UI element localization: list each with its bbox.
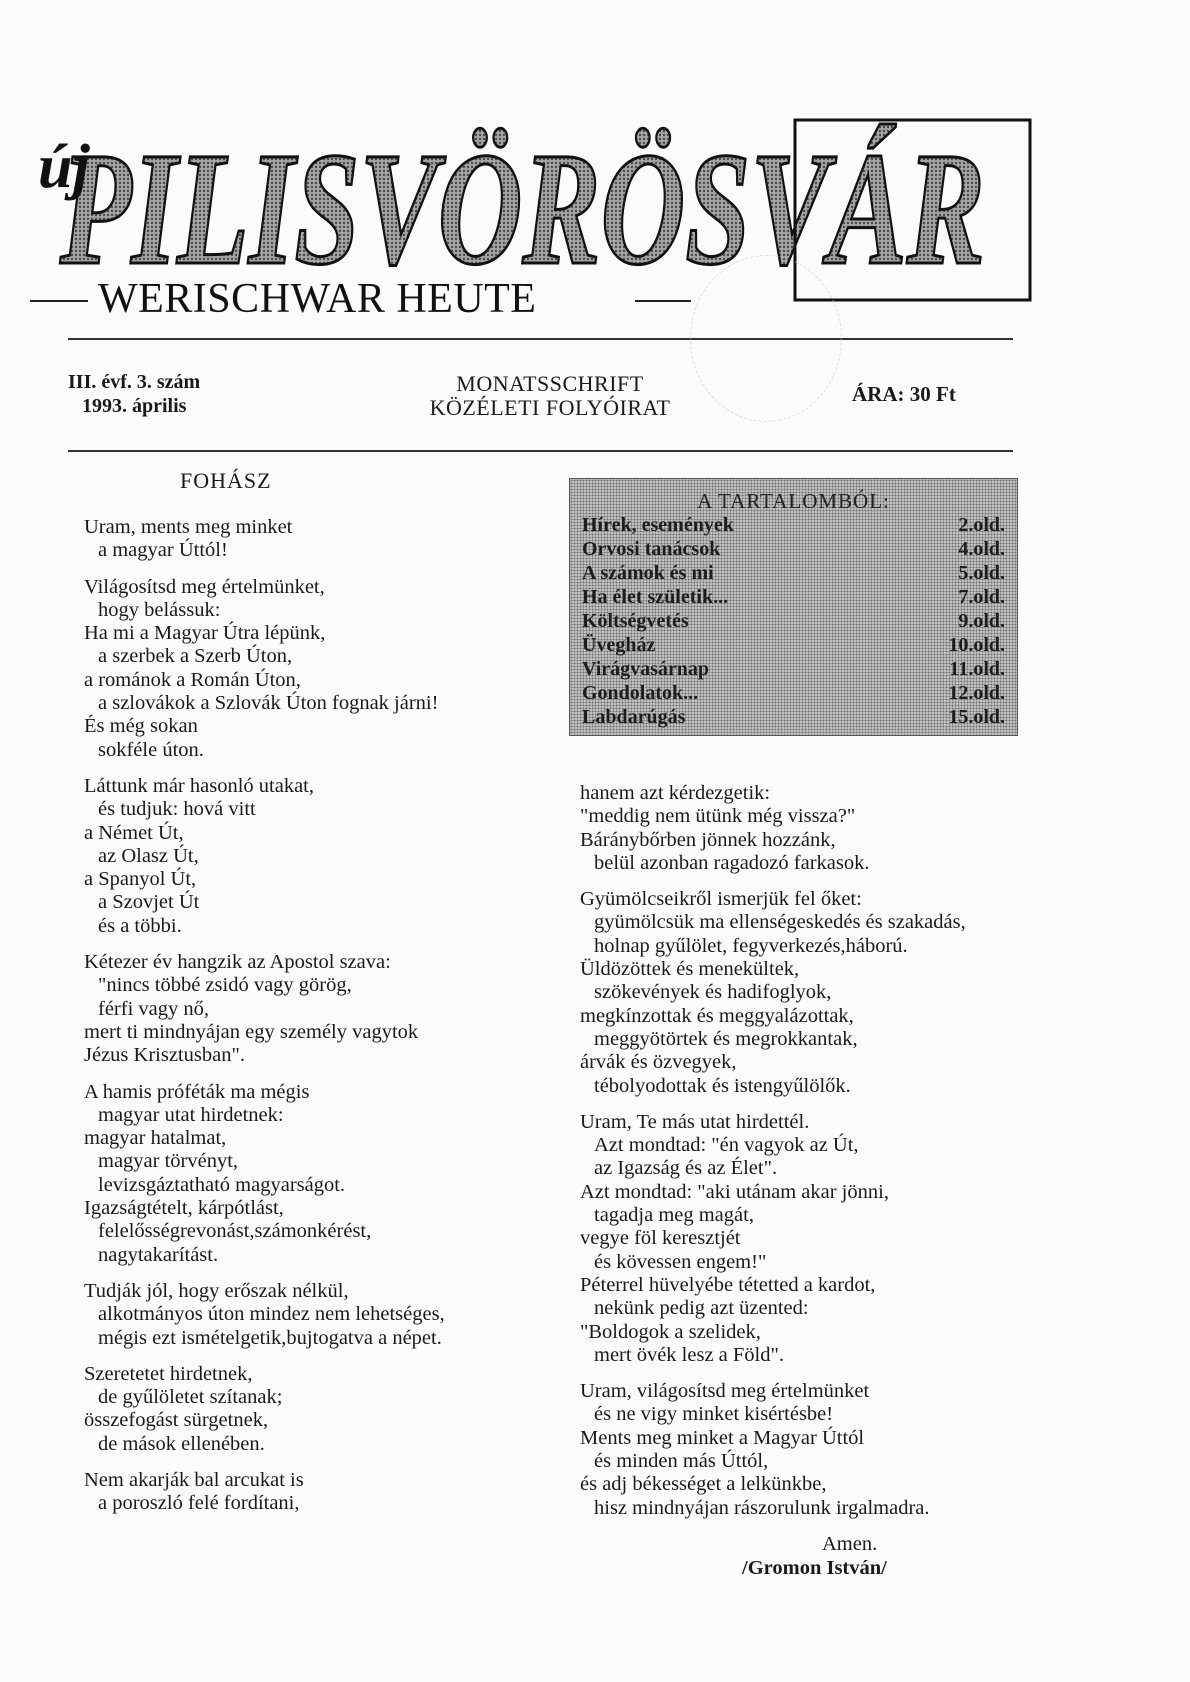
poem-line: Uram, ments meg minket bbox=[84, 516, 293, 538]
poem-stanza bbox=[580, 888, 966, 1098]
contents-item-page: 15.old. bbox=[948, 706, 1005, 728]
poem-line: sokféle úton. bbox=[98, 738, 204, 761]
contents-item-label: Labdarúgás bbox=[582, 706, 686, 728]
contents-item-label: Virágvasárnap bbox=[582, 658, 710, 680]
poem-line: belül azonban ragadozó farkasok. bbox=[594, 851, 870, 874]
poem-line: az Igazság és az Élet". bbox=[594, 1157, 778, 1180]
poem-signature: /Gromon István/ bbox=[742, 1557, 887, 1579]
poem-line: felelősségrevonást,számonkérést, bbox=[98, 1220, 372, 1243]
poem-line: meggyötörtek és megrokkantak, bbox=[594, 1027, 858, 1050]
poem-line: Péterrel hüvelyébe tétetted a kardot, bbox=[580, 1273, 876, 1296]
poem-line: A hamis próféták ma mégis bbox=[84, 1080, 310, 1103]
poem-line: és tudjuk: hová vitt bbox=[98, 798, 256, 821]
poem-line: Igazságtételt, kárpótlást, bbox=[84, 1197, 284, 1220]
contents-item bbox=[582, 609, 1005, 633]
poem-line: szökevények és hadifoglyok, bbox=[594, 981, 832, 1004]
poem-title: FOHÁSZ bbox=[180, 468, 272, 493]
poem-line: a Német Út, bbox=[84, 821, 184, 844]
poem-stanza bbox=[580, 782, 966, 875]
poem-amen: Amen. bbox=[822, 1533, 878, 1555]
poem-line: és minden más Úttól, bbox=[594, 1450, 769, 1473]
poem-line: Ments meg minket a Magyar Úttól bbox=[580, 1426, 865, 1449]
poem-line: mert ti mindnyájan egy személy vagytok bbox=[84, 1020, 419, 1043]
poem-line: a románok a Román Úton, bbox=[84, 668, 301, 691]
poem-line: a poroszló felé fordítani, bbox=[98, 1492, 300, 1515]
poem-line: Jézus Krisztusban". bbox=[84, 1044, 245, 1067]
masthead-prefix: új bbox=[38, 133, 90, 201]
poem-line: magyar utat hirdetnek: bbox=[98, 1103, 284, 1126]
poem-line: és a többi. bbox=[98, 914, 182, 937]
contents-title: A TARTALOMBÓL: bbox=[697, 489, 890, 513]
poem-line: Üldözöttek és menekültek, bbox=[580, 958, 800, 981]
poem-line: a szerbek a Szerb Úton, bbox=[98, 645, 293, 668]
contents-item-label: A számok és mi bbox=[582, 562, 714, 584]
issue-volume: III. évf. 3. szám bbox=[68, 371, 201, 393]
issue-type-de: MONATSSCHRIFT bbox=[456, 371, 644, 396]
contents-item bbox=[582, 513, 1005, 537]
poem-line: holnap gyűlölet, fegyverkezés,háború. bbox=[594, 934, 908, 957]
poem-line: Szeretetet hirdetnek, bbox=[84, 1362, 253, 1385]
poem-line: tébolyodottak és istengyűlölők. bbox=[594, 1074, 851, 1097]
poem-line: Azt mondtad: "én vagyok az Út, bbox=[594, 1134, 859, 1157]
issue-price: ÁRA: 30 Ft bbox=[852, 382, 956, 406]
subtitle-dash-right bbox=[635, 300, 691, 302]
poem-line: árvák és özvegyek, bbox=[580, 1051, 737, 1074]
poem-line: Báránybőrben jönnek hozzánk, bbox=[580, 828, 836, 851]
poem-stanza bbox=[84, 1363, 445, 1456]
poem-stanza bbox=[84, 1280, 445, 1350]
poem-line: Uram, Te más utat hirdettél. bbox=[580, 1110, 810, 1133]
table-of-contents bbox=[569, 478, 1018, 736]
poem-stanza bbox=[84, 516, 445, 563]
contents-item-page: 9.old. bbox=[958, 610, 1005, 632]
poem-line: a magyar Úttól! bbox=[98, 539, 228, 562]
masthead-title: PILISVÖRÖSVÁR bbox=[59, 120, 985, 299]
poem-line: és ne vigy minket kisértésbe! bbox=[594, 1403, 834, 1426]
poem-line: Ha mi a Magyar Útra lépünk, bbox=[84, 622, 326, 645]
poem-line: és kövessen engem!" bbox=[594, 1250, 767, 1273]
poem-stanza bbox=[84, 1469, 445, 1516]
poem-line: hanem azt kérdezgetik: bbox=[580, 782, 771, 804]
contents-item bbox=[582, 705, 1005, 729]
poem-right-column bbox=[580, 782, 966, 1533]
top-rule bbox=[68, 338, 1013, 340]
issue-date: 1993. április bbox=[82, 395, 187, 417]
poem-line: Nem akarják bal arcukat is bbox=[84, 1468, 304, 1491]
info-rule bbox=[68, 450, 1013, 452]
poem-stanza bbox=[84, 1081, 445, 1267]
poem-line: Kétezer év hangzik az Apostol szava: bbox=[84, 951, 391, 974]
contents-item-label: Üvegház bbox=[582, 634, 656, 656]
poem-line: a Spanyol Út, bbox=[84, 868, 197, 891]
poem-left-column bbox=[84, 516, 445, 1529]
poem-line: mégis ezt ismételgetik,bujtogatva a népet. bbox=[98, 1326, 442, 1349]
contents-item-page: 11.old. bbox=[949, 658, 1005, 680]
contents-item-page: 7.old. bbox=[958, 586, 1005, 608]
poem-stanza bbox=[580, 1380, 966, 1520]
poem-line: Gyümölcseikről ismerjük fel őket: bbox=[580, 888, 862, 911]
poem-line: Azt mondtad: "aki utánam akar jönni, bbox=[580, 1180, 889, 1203]
poem-line: nagytakarítást. bbox=[98, 1243, 219, 1266]
contents-list bbox=[582, 513, 1005, 729]
poem-line: összefogást sürgetnek, bbox=[84, 1409, 269, 1432]
poem-line: Világosítsd meg értelmünket, bbox=[84, 575, 325, 598]
contents-item-label: Orvosi tanácsok bbox=[582, 538, 721, 560]
poem-stanza bbox=[84, 775, 445, 938]
poem-line: a Szovjet Út bbox=[98, 891, 200, 914]
contents-item bbox=[582, 537, 1005, 561]
contents-item-page: 10.old. bbox=[948, 634, 1005, 656]
poem-line: "nincs többé zsidó vagy görög, bbox=[98, 974, 352, 997]
poem-line: vegye föl keresztjét bbox=[580, 1227, 741, 1250]
contents-item-label: Ha élet születik... bbox=[582, 586, 729, 608]
contents-item-page: 2.old. bbox=[958, 514, 1005, 536]
masthead-subtitle: WERISCHWAR HEUTE bbox=[98, 276, 537, 322]
contents-item-page: 12.old. bbox=[948, 682, 1005, 704]
poem-line: és adj békességet a lelkünkbe, bbox=[580, 1473, 827, 1496]
poem-line: az Olasz Út, bbox=[98, 844, 199, 867]
poem-line: a szlovákok a Szlovák Úton fognak járni! bbox=[98, 692, 439, 715]
subtitle-dash-left bbox=[30, 300, 88, 302]
contents-item bbox=[582, 633, 1005, 657]
poem-line: hogy belássuk: bbox=[98, 598, 221, 621]
poem-line: tagadja meg magát, bbox=[594, 1204, 754, 1227]
poem-line: Tudják jól, hogy erőszak nélkül, bbox=[84, 1279, 349, 1302]
contents-item-label: Költségvetés bbox=[582, 610, 689, 632]
masthead bbox=[30, 105, 1040, 345]
poem-line: hisz mindnyájan rászorulunk irgalmadra. bbox=[594, 1496, 930, 1519]
poem-line: Láttunk már hasonló utakat, bbox=[84, 774, 314, 797]
poem-line: És még sokan bbox=[84, 715, 198, 738]
poem-line: "Boldogok a szelidek, bbox=[580, 1320, 761, 1343]
contents-item bbox=[582, 561, 1005, 585]
poem-line: magyar törvényt, bbox=[98, 1150, 239, 1173]
poem-stanza bbox=[84, 576, 445, 762]
poem-stanza bbox=[580, 1111, 966, 1367]
contents-item-page: 5.old. bbox=[958, 562, 1005, 584]
poem-line: nekünk pedig azt üzented: bbox=[594, 1297, 809, 1320]
poem-line: mert övék lesz a Föld". bbox=[594, 1343, 784, 1366]
contents-item-label: Hírek, események bbox=[582, 514, 734, 536]
poem-line: Uram, világosítsd meg értelmünket bbox=[580, 1380, 870, 1403]
poem-line: férfi vagy nő, bbox=[98, 997, 209, 1020]
contents-item-label: Gondolatok... bbox=[582, 682, 699, 704]
poem-line: de mások ellenében. bbox=[98, 1432, 265, 1455]
poem-line: gyümölcsük ma ellenségeskedés és szakadás, bbox=[594, 911, 966, 934]
poem-line: levizsgáztatható magyarságot. bbox=[98, 1173, 346, 1196]
poem-line: alkotmányos úton mindez nem lehetséges, bbox=[98, 1303, 445, 1326]
poem-line: de gyűlöletet szítanak; bbox=[98, 1386, 283, 1409]
poem-line: "meddig nem ütünk még vissza?" bbox=[580, 805, 856, 828]
contents-item bbox=[582, 657, 1005, 681]
poem-line: magyar hatalmat, bbox=[84, 1127, 227, 1150]
contents-item bbox=[582, 681, 1005, 705]
poem-line: megkínzottak és meggyalázottak, bbox=[580, 1004, 854, 1027]
contents-item-page: 4.old. bbox=[958, 538, 1005, 560]
poem-stanza bbox=[84, 951, 445, 1067]
contents-item bbox=[582, 585, 1005, 609]
issue-type-hu: KÖZÉLETI FOLYÓIRAT bbox=[429, 395, 671, 420]
